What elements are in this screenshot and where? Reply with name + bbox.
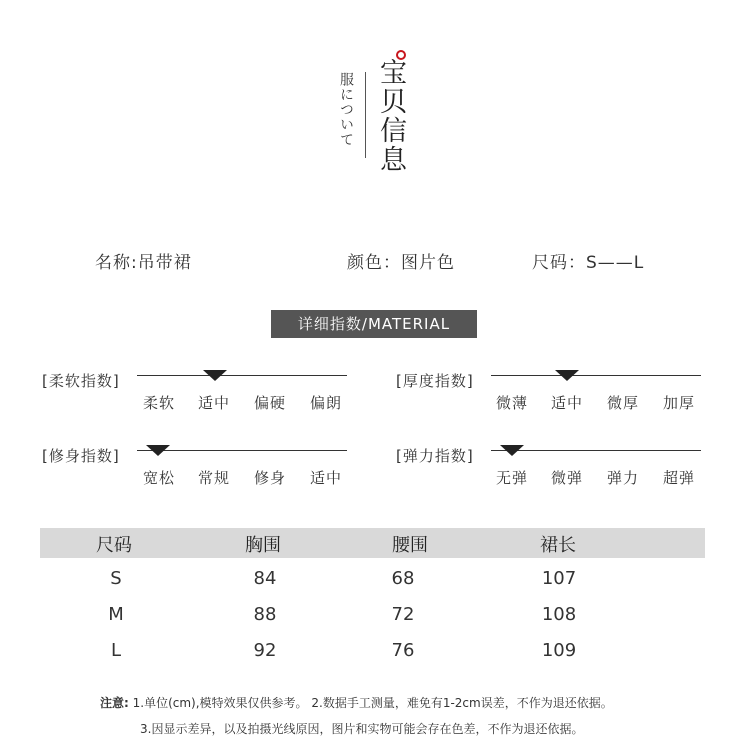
table-cell: 84 <box>253 568 277 589</box>
thickness-label: [厚度指数] <box>396 372 474 390</box>
softness-marker <box>203 370 227 381</box>
table-cell: L <box>110 640 122 661</box>
elasticity-option: 超弹 <box>663 469 696 487</box>
table-header-row <box>40 528 705 558</box>
note-label: 注意: <box>100 696 129 710</box>
fit-label: [修身指数] <box>42 447 120 465</box>
table-cell: 72 <box>391 604 415 625</box>
header-divider <box>365 72 366 158</box>
fit-option: 修身 <box>254 469 287 487</box>
thickness-marker <box>555 370 579 381</box>
softness-option: 柔软 <box>143 394 176 412</box>
section-banner: 详细指数/MATERIAL <box>271 310 477 338</box>
softness-label: [柔软指数] <box>42 372 120 390</box>
softness-option: 偏硬 <box>254 394 287 412</box>
fit-marker <box>146 445 170 456</box>
note-text-2: 3.因显示差异，以及拍摄光线原因，图片和实物可能会存在色差，不作为退还依据。 <box>140 722 584 736</box>
elasticity-marker <box>500 445 524 456</box>
thickness-option: 微薄 <box>496 394 529 412</box>
table-cell: 108 <box>541 604 577 625</box>
softness-scale-line <box>137 375 347 376</box>
elasticity-option: 弹力 <box>607 469 640 487</box>
table-cell: M <box>108 604 124 625</box>
fit-option: 宽松 <box>143 469 176 487</box>
table-cell: 68 <box>391 568 415 589</box>
page-title: 宝贝信息 <box>375 58 406 174</box>
elasticity-label: [弹力指数] <box>396 447 474 465</box>
softness-option: 偏朗 <box>310 394 343 412</box>
table-cell: S <box>110 568 122 589</box>
table-header-waist: 腰围 <box>392 535 428 556</box>
note-line-2 <box>140 720 583 737</box>
thickness-option: 加厚 <box>663 394 696 412</box>
table-cell: 109 <box>541 640 577 661</box>
elasticity-option: 微弹 <box>551 469 584 487</box>
product-color: 颜色：图片色 <box>347 253 455 273</box>
table-cell: 88 <box>253 604 277 625</box>
table-header-length: 裙长 <box>540 535 576 556</box>
elasticity-option: 无弹 <box>496 469 529 487</box>
note-line-1 <box>100 694 613 711</box>
table-header-bust: 胸围 <box>245 535 281 556</box>
table-cell: 76 <box>391 640 415 661</box>
fit-option: 适中 <box>310 469 343 487</box>
jp-subtitle: 服について <box>338 72 354 147</box>
note-text-1: 1.单位(cm),模特效果仅供参考。 2.数据手工测量，难免有1-2cm误差，不作为退还依据。 <box>132 696 613 710</box>
fit-option: 常规 <box>198 469 231 487</box>
table-cell: 107 <box>541 568 577 589</box>
product-size-range: 尺码：S——L <box>532 253 645 273</box>
table-header-size: 尺码 <box>96 535 132 556</box>
product-name: 名称:吊带裙 <box>95 253 192 273</box>
thickness-option: 适中 <box>551 394 584 412</box>
thickness-scale-line <box>491 375 701 376</box>
table-cell: 92 <box>253 640 277 661</box>
thickness-option: 微厚 <box>607 394 640 412</box>
softness-option: 适中 <box>198 394 231 412</box>
